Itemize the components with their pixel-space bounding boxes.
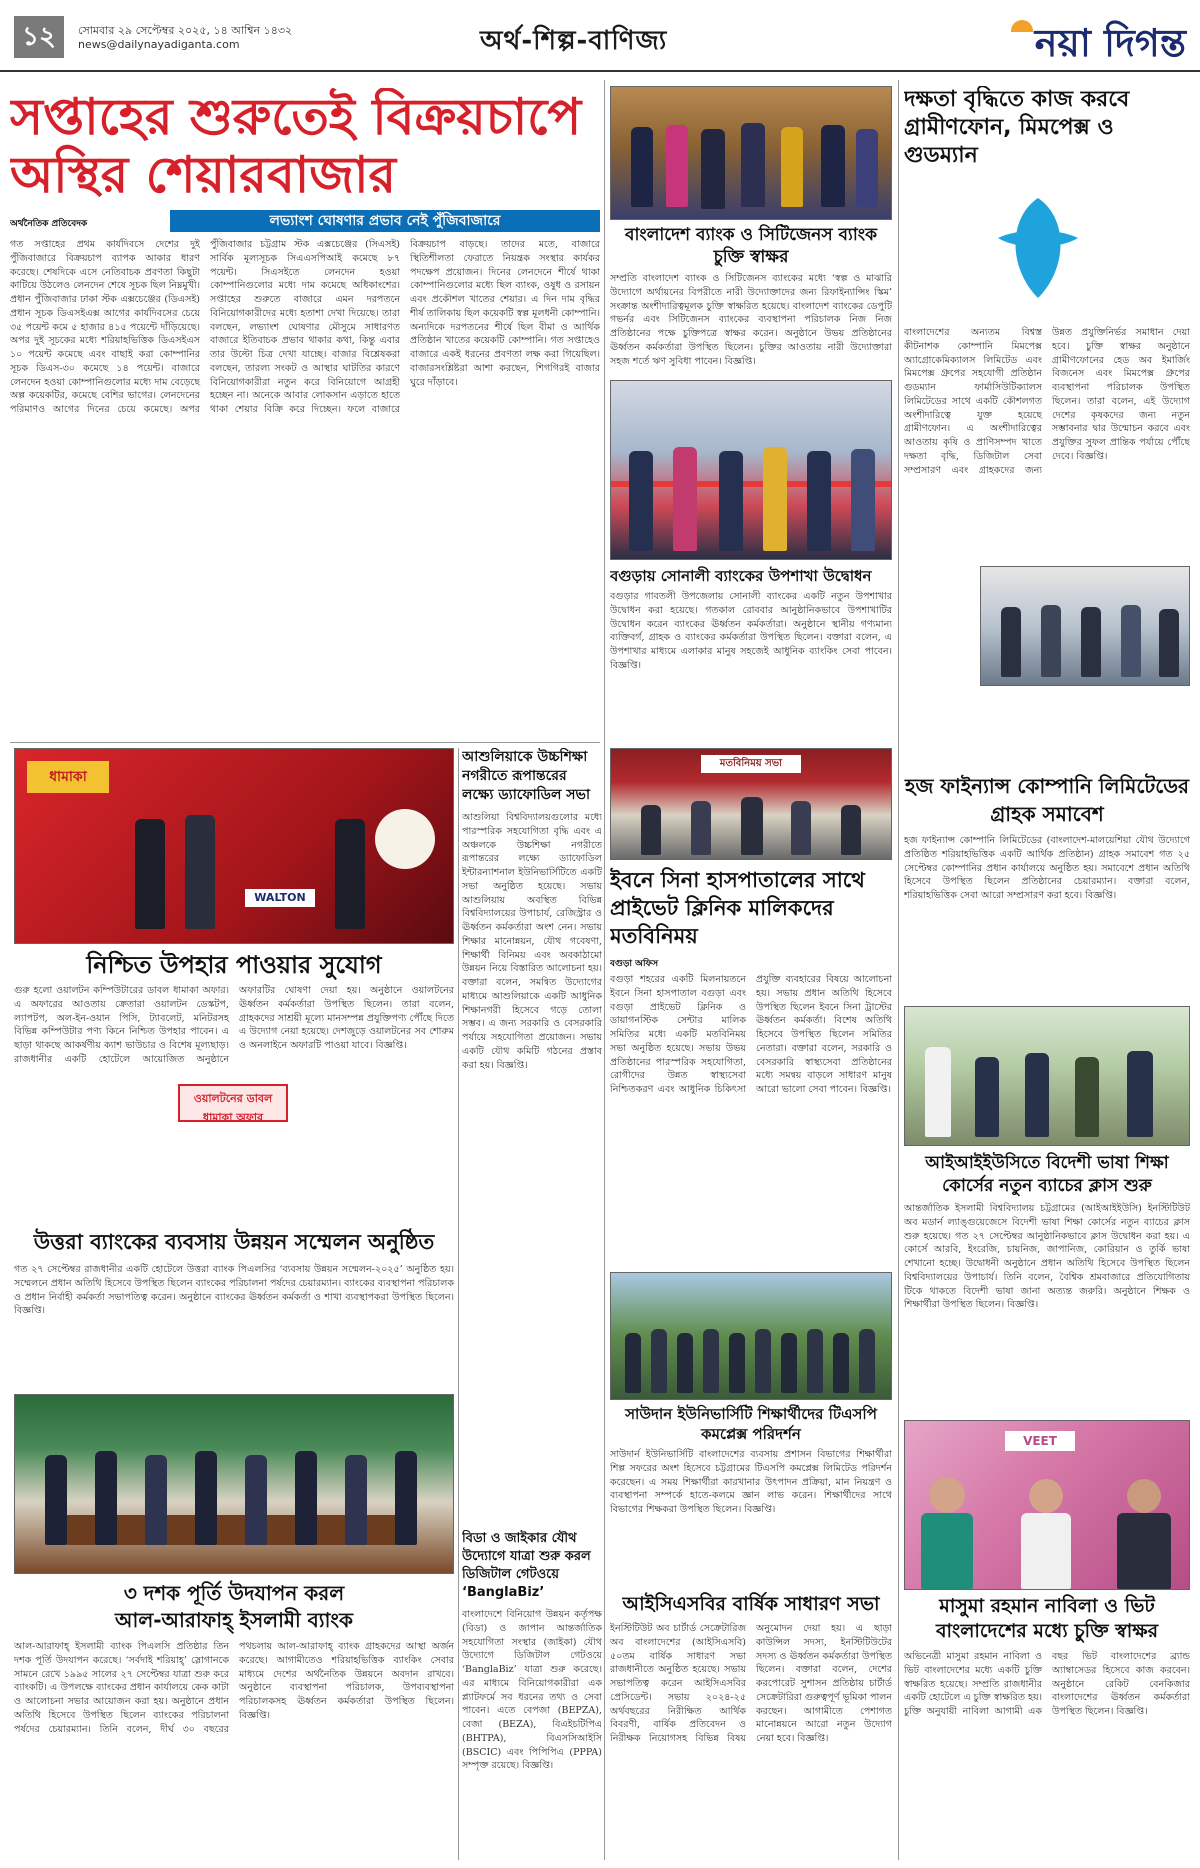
icsb-story bbox=[610, 1592, 892, 1860]
lead-byline: অর্থনৈতিক প্রতিবেদক bbox=[10, 219, 88, 229]
banglabiz-story bbox=[462, 1530, 602, 1860]
bb-signing-photo bbox=[610, 86, 892, 220]
bb-body: সম্প্রতি বাংলাদেশ ব্যাংক ও সিটিজেনস ব্যাংকের মধ্যে ‘স্বল্প ও মাঝারি উদ্যোগে অর্থায়নের বিপরীতে নারী উদ্যোক্তাদের জন্য রিফাইন্যান্সিং স্কিম’ সংক্রান্ত অংশীদারিত্বমূলক চুক্তি স্বাক্ষরিত হয়েছে। বাংলাদেশ ব্যাংকের ডেপুটি গভর্নর এবং সিটিজেনস ব্যাংকের ব্যবস্থাপনা পরিচালক নিজ নিজ প্রতিষ্ঠানের পক্ষে চুক্তিপত্রে স্বাক্ষর করেন। অনুষ্ঠানে উভয় প্রতিষ্ঠানের ঊর্ধ্বতন কর্মকর্তারা উপস্থিত ছিলেন। চুক্তির আওতায় নারী উদ্যোক্তারা সহজ শর্তে ঋণ সুবিধা পাবেন। বিজ্ঞপ্তি। bbox=[610, 273, 892, 367]
lead-story bbox=[10, 88, 600, 688]
daffodil-body: আশুলিয়া বিশ্ববিদ্যালয়গুলোর মধ্যে পারস্পরিক সহযোগিতা বৃদ্ধি এবং এ অঞ্চলকে উচ্চশিক্ষা নগরীতে রূপান্তরের লক্ষ্যে ড্যাফোডিল ইন্টারন্যাশনাল ইউনিভার্সিটিতে একটি সভা অনুষ্ঠিত হয়েছে। সভায় আশুলিয়ায় অবস্থিত বিভিন্ন বিশ্ববিদ্যালয়ের উপাচার্য, রেজিস্ট্রার ও ঊর্ধ্বতন কর্মকর্তারা অংশ নেন। সভায় শিক্ষার মানোন্নয়ন, যৌথ গবেষণা, শিক্ষার্থী বিনিময় এবং অবকাঠামো উন্নয়ন নিয়ে বিস্তারিত আলোচনা হয়। বক্তারা বলেন, সমন্বিত উদ্যোগের মাধ্যমে আশুলিয়াকে একটি আধুনিক শিক্ষানগরী হিসেবে গড়ে তোলা সম্ভব। এ জন্য সরকারি ও বেসরকারি পর্যায়ে সহযোগিতা প্রয়োজন। সভায় একটি যৌথ কমিটি গঠনের প্রস্তাব করা হয়। বিজ্ঞপ্তি। bbox=[462, 812, 602, 1071]
alarafah-headline-line1: ৩ দশক পূর্তি উদযাপন করল bbox=[123, 1581, 345, 1605]
hajj-story bbox=[904, 772, 1190, 1002]
gp-body: বাংলাদেশের অন্যতম বিশ্বস্ত কীটনাশক কোম্পানি মিমপেক্স অ্যাগ্রোকেমিক্যালস লিমিটেড এবং মিমপেক্স গ্রুপের সহযোগী প্রতিষ্ঠান গুডম্যান ফার্মাসিউটিক্যালস লিমিটেডের সাথে একটি কৌশলগত অংশীদারিত্বে যুক্ত হয়েছে গ্রামীণফোন। এ অংশীদারিত্বের আওতায় কৃষি ও প্রাণিসম্পদ খাতে দক্ষতা বৃদ্ধি, ডিজিটাল সেবা সম্প্রসারণ এবং গ্রাহকদের জন্য উন্নত প্রযুক্তিনির্ভর সমাধান দেয়া হবে। চুক্তি স্বাক্ষর অনুষ্ঠানে গ্রামীণফোনের হেড অব ইমার্জিং বিজনেস এবং মিমপেক্স গ্রুপের ব্যবস্থাপনা পরিচালক উপস্থিত ছিলেন। তারা বলেন, এই উদ্যোগ দেশের কৃষকদের জন্য নতুন সম্ভাবনার দ্বার উন্মোচন করবে এবং প্রযুক্তির সুফল প্রান্তিক পর্যায়ে পৌঁছে দেবে। বিজ্ঞপ্তি। bbox=[904, 327, 1190, 476]
daffodil-story bbox=[462, 748, 602, 1308]
sun-logo-icon bbox=[1011, 20, 1033, 32]
sonali-inauguration-photo bbox=[610, 380, 892, 560]
alarafah-anniversary-photo bbox=[14, 1394, 454, 1574]
walton-story bbox=[14, 950, 454, 1220]
uttara-story bbox=[14, 1228, 454, 1388]
sonali-body: বগুড়ার গাবতলী উপজেলায় সোনালী ব্যাংকের একটি নতুন উপশাখার উদ্বোধন করা হয়েছে। গতকাল রোববার আনুষ্ঠানিকভাবে উপশাখাটির উদ্বোধন করেন ব্যাংকের ঊর্ধ্বতন কর্মকর্তারা। অনুষ্ঠানে স্থানীয় গণ্যমান্য ব্যক্তিবর্গ, গ্রাহক ও ব্যাংকের কর্মকর্তারা উপস্থিত ছিলেন। বক্তারা বলেন, এ উপশাখার মাধ্যমে এলাকার মানুষ সহজেই আধুনিক ব্যাংকিং সেবা পাবেন। বিজ্ঞপ্তি। bbox=[610, 591, 892, 671]
masuma-headline: মাসুমা রহমান নাবিলা ও ভিট বাংলাদেশের মধ্যে চুক্তি স্বাক্ষর bbox=[935, 1595, 1159, 1642]
lead-sub-banner: লভ্যাংশ ঘোষণার প্রভাব নেই পুঁজিবাজারে bbox=[170, 210, 600, 232]
section-rule bbox=[10, 742, 600, 743]
section-title: অর্থ-শিল্প-বাণিজ্য bbox=[480, 26, 668, 56]
bb-story bbox=[610, 224, 892, 374]
hajj-headline: হজ ফাইন্যান্স কোম্পানি লিমিটেডের গ্রাহক সমাবেশ bbox=[904, 774, 1190, 826]
iiuc-story bbox=[904, 1152, 1190, 1414]
section-rule bbox=[458, 748, 459, 1860]
lead-headline-line1: সপ্তাহের শুরুতেই বিক্রয়চাপে bbox=[10, 88, 582, 146]
ibn-sina-byline: বগুড়া অফিস bbox=[610, 959, 659, 969]
lead-body: গত সপ্তাহের প্রথম কার্যদিবসে দেশের দুই পুঁজিবাজারে বিক্রয়চাপ ব্যাপক আকার ধারণ করেছে। শেষদিকে এসে নেতিবাচক প্রবণতা কিছুটা কাটিয়ে উঠলেও লেনদেন শেষে সূচক ছিল নিম্নমুখী। প্রধান পুঁজিবাজার ঢাকা স্টক এক্সচেঞ্জের (ডিএসই) প্রধান সূচক ডিএসইএক্স আগের কার্যদিবসের চেয়ে ৩৫ পয়েন্ট কমে ৫ হাজার ৪১৫ পয়েন্টে দাঁড়িয়েছে। অপর দুই সূচকের মধ্যে শরিয়াহভিত্তিক ডিএসইএস ১০ পয়েন্ট কমেছে এবং বাছাই করা কোম্পানির সূচক ডিএস-৩০ কমেছে ১৪ পয়েন্ট। বাজারে লেনদেন হওয়া কোম্পানিগুলোর মধ্যে দাম বেড়েছে অল্প কয়েকটির, কমেছে বেশির ভাগের। লেনদেনের পরিমাণও আগের দিনের চেয়ে কমেছে। অপর পুঁজিবাজার চট্টগ্রাম স্টক এক্সচেঞ্জের (সিএসই) সার্বিক মূল্যসূচক সিএএসপিআই কমেছে ৮৭ পয়েন্ট। সিএসইতে লেনদেন হওয়া কোম্পানিগুলোর মধ্যে দাম কমেছে অধিকাংশের। সপ্তাহের শুরুতে বাজারে এমন দরপতনে বিনিয়োগকারীদের মধ্যে হতাশা দেখা দিয়েছে। তারা বলছেন, লভ্যাংশ ঘোষণার মৌসুমে সাধারণত বাজারে ইতিবাচক প্রভাব থাকার কথা, কিন্তু এবার তার উল্টো চিত্র দেখা যাচ্ছে। বাজার বিশ্লেষকরা বলছেন, তারল্য সংকট ও আস্থার ঘাটতির কারণে বিনিয়োগকারীরা নতুন করে বিনিয়োগে আগ্রহী হচ্ছেন না। অনেকে আবার লোকসান এড়াতে হাতে থাকা শেয়ার বিক্রি করে দিচ্ছেন। ফলে বাজারে বিক্রয়চাপ বাড়ছে। তাদের মতে, বাজারে স্থিতিশীলতা ফেরাতে নিয়ন্ত্রক সংস্থার কার্যকর পদক্ষেপ প্রয়োজন। দিনের লেনদেনে শীর্ষে থাকা কোম্পানিগুলোর মধ্যে ছিল ব্যাংক, ওষুধ ও রসায়ন এবং প্রকৌশল খাতের শেয়ার। এ দিন দাম বৃদ্ধির শীর্ষ তালিকায় ছিল কয়েকটি স্বল্প মূলধনী কোম্পানি। অন্যদিকে দরপতনের শীর্ষে ছিল বীমা ও আর্থিক প্রতিষ্ঠান খাতের কয়েকটি কোম্পানি। গত সপ্তাহেও বাজারে একই ধরনের প্রবণতা লক্ষ করা গিয়েছিল। বাজারসংশ্লিষ্টরা আশা করছেন, শিগগিরই বাজার ঘুরে দাঁড়াবে। bbox=[10, 239, 600, 416]
walton-tag-box: ওয়ালটনের ডাবল ধামাকা অফার bbox=[178, 1084, 288, 1122]
ibn-sina-meeting-photo bbox=[610, 748, 892, 860]
page-number: ১২ bbox=[14, 16, 64, 58]
gp-story bbox=[904, 86, 1190, 766]
telenor-logo-icon bbox=[978, 188, 1098, 308]
walton-offer-photo bbox=[14, 748, 454, 944]
ibn-sina-body: বগুড়া শহরের একটি মিলনায়তনে ইবনে সিনা হাসপাতাল বগুড়া এবং বগুড়া প্রাইভেট ক্লিনিক ও ডায়াগনস্টিক সেন্টার মালিক সমিতির মধ্যে একটি মতবিনিময় সভা অনুষ্ঠিত হয়েছে। সভায় উভয় প্রতিষ্ঠানের পারস্পরিক সহযোগিতা, রোগীদের উন্নত স্বাস্থ্যসেবা নিশ্চিতকরণ এবং আধুনিক চিকিৎসা প্রযুক্তি ব্যবহারের বিষয়ে আলোচনা হয়। সভায় প্রধান অতিথি হিসেবে উপস্থিত ছিলেন ইবনে সিনা ট্রাস্টের ঊর্ধ্বতন কর্মকর্তা। বিশেষ অতিথি হিসেবে উপস্থিত ছিলেন সমিতির নেতারা। বক্তারা বলেন, সরকারি ও বেসরকারি স্বাস্থ্যসেবা প্রতিষ্ঠানের মধ্যে সমন্বয় বাড়লে সাধারণ মানুষ আরো ভালো সেবা পাবেন। বিজ্ঞপ্তি। bbox=[610, 974, 892, 1096]
meeting-banner-text: মতবিনিময় সভা bbox=[701, 755, 801, 773]
masuma-story bbox=[904, 1594, 1190, 1860]
email-link[interactable]: news@dailynayadiganta.com bbox=[78, 38, 240, 51]
walton-body: গুরু হলো ওয়ালটন কম্পিউটারের ডাবল ধামাকা অফার। এ অফারের আওতায় ক্রেতারা ওয়ালটন ডেস্কটপ, ল্যাপটপ, অল-ইন-ওয়ান পিসি, ট্যাবলেট, মনিটরসহ বিভিন্ন কম্পিউটার পণ্য কিনে নিশ্চিত উপহার পাবেন। এ ছাড়া থাকছে আকর্ষণীয় ক্যাশ ভাউচার ও বিশেষ মূল্যছাড়। রাজধানীর একটি হোটেলে আয়োজিত অনুষ্ঠানে অফারটির ঘোষণা দেয়া হয়। অনুষ্ঠানে ওয়ালটনের ঊর্ধ্বতন কর্মকর্তারা উপস্থিত ছিলেন। তারা বলেন, গ্রাহকদের সাশ্রয়ী মূল্যে মানসম্পন্ন প্রযুক্তিপণ্য পৌঁছে দিতে এ উদ্যোগ নেয়া হয়েছে। দেশজুড়ে ওয়ালটনের সব শোরুম ও অনলাইনে অফারটি পাওয়া যাবে। বিজ্ঞপ্তি। bbox=[14, 985, 454, 1065]
lead-headline-line2: অস্থির শেয়ারবাজার bbox=[10, 146, 397, 204]
bb-headline: বাংলাদেশ ব্যাংক ও সিটিজেনস ব্যাংক চুক্তি স্বাক্ষর bbox=[624, 225, 877, 267]
sau-body: সাউদার্ন ইউনিভার্সিটি বাংলাদেশের ব্যবসায় প্রশাসন বিভাগের শিক্ষার্থীরা শিল্প সফরের অংশ হিসেবে চট্টগ্রামের টিএসপি কমপ্লেক্স লিমিটেড পরিদর্শন করেছেন। এ সময় শিক্ষার্থীরা কারখানার উৎপাদন প্রক্রিয়া, মান নিয়ন্ত্রণ ও ব্যবস্থাপনা সম্পর্কে হাতে-কলমে জ্ঞান লাভ করেন। শিক্ষার্থীদের সাথে বিভাগের শিক্ষকরা উপস্থিত ছিলেন। বিজ্ঞপ্তি। bbox=[610, 1449, 892, 1516]
hajj-event-photo bbox=[904, 1006, 1190, 1146]
walton-brand-text: WALTON bbox=[245, 889, 315, 907]
sau-visit-photo bbox=[610, 1272, 892, 1400]
daffodil-headline: আশুলিয়াকে উচ্চশিক্ষা নগরীতে রূপান্তরের লক্ষ্যে ড্যাফোডিল সভা bbox=[462, 749, 591, 803]
banglabiz-body: বাংলাদেশে বিনিয়োগ উন্নয়ন কর্তৃপক্ষ (বিডা) ও জাপান আন্তর্জাতিক সহযোগিতা সংস্থার (জাইকা) যৌথ উদ্যোগে ডিজিটাল গেটওয়ে ‘BanglaBiz’ যাত্রা শুরু করেছে। এর মাধ্যমে বিনিয়োগকারীরা এক প্ল্যাটফর্মে সব ধরনের তথ্য ও সেবা পাবেন। এতে বেপজা (BEPZA), বেজা (BEZA), বিএইচটিপিএ (BHTPA), বিএসসিআইসি (BSCIC) এবং পিপিপিএ (PPPA) সম্পৃক্ত রয়েছে। বিজ্ঞপ্তি। bbox=[462, 1609, 602, 1772]
alarafah-body: আল-আরাফাহ্ ইসলামী ব্যাংক পিএলসি প্রতিষ্ঠার তিন দশক পূর্তি উদযাপন করেছে। ‘সর্বদাই শরিয়াহ্’ স্লোগানকে সামনে রেখে ১৯৯৫ সালের ২৭ সেপ্টেম্বর যাত্রা শুরু করে ব্যাংকটি। এ উপলক্ষে ব্যাংকের প্রধান কার্যালয়ে কেক কাটা ও আলোচনা সভার আয়োজন করা হয়। অনুষ্ঠানে প্রধান অতিথি হিসেবে উপস্থিত ছিলেন ব্যাংকের পরিচালনা পর্ষদের চেয়ারম্যান। তিনি বলেন, দীর্ঘ ৩০ বছরের পথচলায় আল-আরাফাহ্ ব্যাংক গ্রাহকদের আস্থা অর্জন করেছে। আগামীতেও শরিয়াহভিত্তিক ব্যাংকিং সেবার মাধ্যমে দেশের অর্থনৈতিক উন্নয়নে অবদান রাখবে। অনুষ্ঠানে ব্যবস্থাপনা পরিচালক, উপব্যবস্থাপনা পরিচালকসহ ঊর্ধ্বতন কর্মকর্তারা উপস্থিত ছিলেন। বিজ্ঞপ্তি। bbox=[14, 1641, 454, 1735]
issue-date: সোমবার ২৯ সেপ্টেম্বর ২০২৫, ১৪ আশ্বিন ১৪৩২ bbox=[78, 24, 293, 37]
sonali-story bbox=[610, 566, 892, 742]
sau-headline: সাউদান ইউনিভার্সিটি শিক্ষার্থীদের টিএসপি কমপ্লেক্স পরিদর্শন bbox=[625, 1405, 877, 1443]
hajj-body: হজ ফাইন্যান্স কোম্পানি লিমিটেডের (বাংলাদেশ-মালয়েশিয়া যৌথ উদ্যোগে প্রতিষ্ঠিত শরিয়াহভিত্তিক একটি আর্থিক প্রতিষ্ঠান) গ্রাহক সমাবেশ গত ২৫ সেপ্টেম্বর কোম্পানির প্রধান কার্যালয়ে অনুষ্ঠিত হয়। সমাবেশে প্রধান অতিথি হিসেবে উপস্থিত ছিলেন প্রতিষ্ঠানের চেয়ারম্যান। বক্তারা বলেন, শরিয়াহভিত্তিক সেবা আরো সম্প্রসারণ করা হবে। বিজ্ঞপ্তি। bbox=[904, 835, 1190, 902]
sonali-headline: বগুড়ায় সোনালী ব্যাংকের উপশাখা উদ্বোধন bbox=[610, 567, 872, 585]
iiuc-body: আন্তর্জাতিক ইসলামী বিশ্ববিদ্যালয় চট্টগ্রামের (আইআইইউসি) ইনস্টিটিউট অব মডার্ন ল্যাঙ্গুয়েজেসে বিদেশী ভাষা শিক্ষা কোর্সের নতুন ব্যাচের ক্লাস শুরু হয়েছে। গত ২৭ সেপ্টেম্বর আনুষ্ঠানিকভাবে ক্লাস উদ্বোধন করা হয়। এ কোর্সে আরবি, ইংরেজি, চায়নিজ, জাপানিজ, কোরিয়ান ও তুর্কি ভাষা শেখানো হচ্ছে। উদ্বোধনী অনুষ্ঠানে প্রধান অতিথি হিসেবে উপস্থিত ছিলেন বিশ্ববিদ্যালয়ের উপাচার্য। তিনি বলেন, বৈশ্বিক শ্রমবাজারে প্রতিযোগিতায় টিকে থাকতে বিদেশী ভাষা জানা অত্যন্ত জরুরি। অনুষ্ঠানে শিক্ষক ও শিক্ষার্থীরা উপস্থিত ছিলেন। বিজ্ঞপ্তি। bbox=[904, 1203, 1190, 1311]
masuma-body: অভিনেত্রী মাসুমা রহমান নাবিলা ও ভিট বাংলাদেশের মধ্যে একটি চুক্তি স্বাক্ষরিত হয়েছে। সম্প্রতি রাজধানীর একটি হোটেলে এ চুক্তি স্বাক্ষরিত হয়। চুক্তি অনুযায়ী নাবিলা আগামী এক বছর ভিট বাংলাদেশের ব্র্যান্ড অ্যাম্বাসেডর হিসেবে কাজ করবেন। অনুষ্ঠানে রেকিট বেনকিজার বাংলাদেশের ঊর্ধ্বতন কর্মকর্তারা উপস্থিত ছিলেন। বিজ্ঞপ্তি। bbox=[904, 1651, 1190, 1718]
logo-text: নয়া দিগন্ত bbox=[1034, 21, 1186, 65]
alarafah-story bbox=[14, 1580, 454, 1860]
uttara-body: গত ২৭ সেপ্টেম্বর রাজধানীর একটি হোটেলে উত্তরা ব্যাংক পিএলসির ‘ব্যবসায় উন্নয়ন সম্মেলন-২০২৫’ অনুষ্ঠিত হয়। সম্মেলনে প্রধান অতিথি হিসেবে উপস্থিত ছিলেন ব্যাংকের পরিচালনা পর্ষদের চেয়ারম্যান। ব্যাংকের ব্যবস্থাপনা পরিচালক ও প্রধান নির্বাহী কর্মকর্তা সভাপতিত্ব করেন। অনুষ্ঠানে ব্যাংকের ঊর্ধ্বতন কর্মকর্তা ও শাখা ব্যবস্থাপকরা উপস্থিত ছিলেন। বিজ্ঞপ্তি। bbox=[14, 1264, 454, 1317]
iiuc-headline: আইআইইউসিতে বিদেশী ভাষা শিক্ষা কোর্সের নতুন ব্যাচের ক্লাস শুরু bbox=[925, 1153, 1169, 1196]
gp-signing-photo bbox=[980, 566, 1190, 686]
banglabiz-headline: বিডা ও জাইকার যৌথ উদ্যোগে যাত্রা শুরু করল ডিজিটাল গেটওয়ে ‘BanglaBiz’ bbox=[462, 1531, 591, 1600]
gp-headline: দক্ষতা বৃদ্ধিতে কাজ করবে গ্রামীণফোন, মিমপেক্স ও গুডম্যান bbox=[904, 87, 1130, 168]
veet-banner-text: VEET bbox=[1005, 1431, 1075, 1451]
walton-headline: নিশ্চিত উপহার পাওয়ার সুযোগ bbox=[86, 951, 382, 979]
sau-story bbox=[610, 1404, 892, 1588]
column-rule bbox=[898, 80, 899, 1860]
newspaper-logo[interactable] bbox=[1011, 14, 1186, 78]
column-rule bbox=[604, 80, 605, 1860]
veet-signing-photo bbox=[904, 1420, 1190, 1590]
page-header bbox=[0, 0, 1200, 72]
ibn-sina-headline: ইবনে সিনা হাসপাতালের সাথে প্রাইভেট ক্লিনিক মালিকদের মতবিনিময় bbox=[610, 868, 865, 948]
walton-banner-text: ধামাকা bbox=[27, 761, 109, 793]
ibn-sina-story bbox=[610, 866, 892, 1266]
icsb-body: ইনস্টিটিউট অব চার্টার্ড সেক্রেটারিজ অব বাংলাদেশের (আইসিএসবি) ৫০তম বার্ষিক সাধারণ সভা রাজধানীতে অনুষ্ঠিত হয়েছে। সভায় সভাপতিত্ব করেন আইসিএসবির প্রেসিডেন্ট। সভায় ২০২৪-২৫ অর্থবছরের নিরীক্ষিত আর্থিক বিবরণী, বার্ষিক প্রতিবেদন ও নিরীক্ষক নিয়োগসহ বিভিন্ন বিষয় অনুমোদন দেয়া হয়। এ ছাড়া কাউন্সিল সদস্য, ইনস্টিটিউটের সদস্য ও ঊর্ধ্বতন কর্মকর্তারা উপস্থিত ছিলেন। বক্তারা বলেন, দেশের করপোরেট সুশাসন প্রতিষ্ঠায় চার্টার্ড সেক্রেটারিরা গুরুত্বপূর্ণ ভূমিকা পালন করছেন। আগামীতে পেশাগত মানোন্নয়নে আরো নতুন উদ্যোগ নেয়া হবে। বিজ্ঞপ্তি। bbox=[610, 1623, 892, 1745]
icsb-headline: আইসিএসবির বার্ষিক সাধারণ সভা bbox=[622, 1593, 880, 1615]
alarafah-headline-line2: আল-আরাফাহ্ ইসলামী ব্যাংক bbox=[115, 1608, 353, 1632]
uttara-headline: উত্তরা ব্যাংকের ব্যবসায় উন্নয়ন সম্মেলন অনুষ্ঠিত bbox=[33, 1230, 435, 1254]
